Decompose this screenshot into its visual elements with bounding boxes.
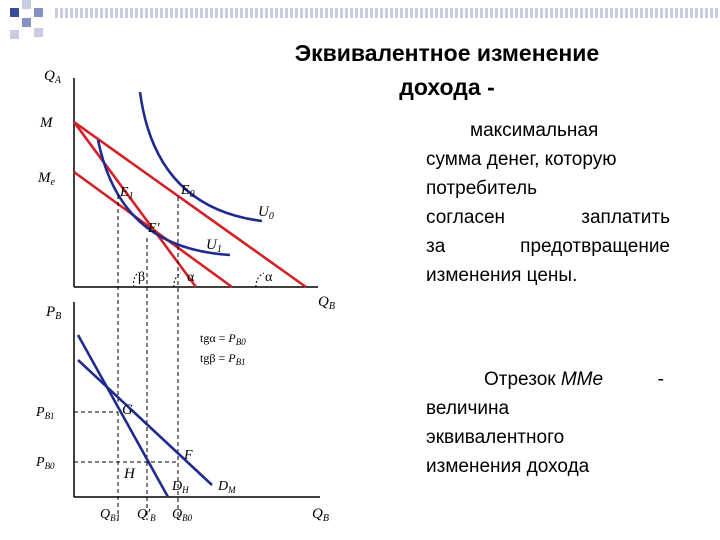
segment-note-line3: эквивалентного (426, 427, 565, 448)
definition-line: максимальная (470, 120, 599, 141)
u0-label: $U_0$ (258, 204, 274, 222)
budget-line-m (74, 122, 306, 287)
pb1-label: $P_{B1}$ (36, 405, 55, 421)
f-label: F (184, 448, 193, 463)
beta-label: β (138, 270, 146, 285)
dm-label: $D_M$ (218, 479, 236, 495)
me-label: $M_e$ (38, 170, 55, 188)
bottom-y-axis-label: $P_B$ (46, 304, 62, 322)
segment-note-dash: - (657, 369, 664, 390)
qb0-label: $Q_{B0}$ (172, 507, 193, 523)
dh-label: $D_H$ (172, 479, 189, 495)
definition-line: за предотвращение (426, 236, 670, 257)
definition-line: изменения цены. (426, 265, 578, 286)
top-y-axis-label: $Q_A$ (44, 68, 61, 86)
h-label: H (124, 466, 135, 482)
demand-curve-dm (78, 360, 212, 485)
indifference-curve-u0 (140, 92, 262, 221)
alpha1-label: α (187, 270, 195, 285)
top-x-axis-label: $Q_B$ (318, 294, 335, 312)
segment-note-line4: изменения дохода (426, 456, 590, 477)
definition-line: согласен заплатить (426, 207, 670, 228)
g-label: G (122, 402, 133, 418)
equation-tg-alpha: $tg\alpha = P_{B0}$ (200, 331, 246, 347)
segment-note-term: ММе (560, 369, 604, 390)
segment-note-line2: величина (426, 398, 510, 419)
u1-label: $U_1$ (206, 237, 222, 255)
title-line-2: дохода - (399, 74, 495, 100)
qprime-b-label: $Q'_B$ (137, 507, 156, 523)
e0-label: $E_0$ (181, 183, 195, 200)
definition-line: сумма денег, которую (426, 149, 617, 170)
e1-label: $E_1$ (120, 185, 134, 202)
definition-line: потребитель (426, 178, 537, 199)
alpha2-label: α (265, 270, 273, 285)
title-line-1: Эквивалентное изменение (294, 40, 600, 66)
bottom-x-axis-label: $Q_B$ (312, 506, 329, 524)
angle-alpha1-arc (174, 273, 181, 287)
eprime-label: E' (148, 221, 160, 236)
m-label: M (40, 115, 53, 131)
qb1-label: $Q_{B1}$ (100, 507, 121, 523)
segment-note-lead: Отрезок (484, 369, 556, 390)
equation-tg-beta: $tg\beta = P_{B1}$ (200, 351, 246, 367)
bottom-graph (35, 302, 329, 524)
angle-alpha2-arc (256, 273, 264, 287)
pb0-label: $P_{B0}$ (36, 455, 55, 471)
